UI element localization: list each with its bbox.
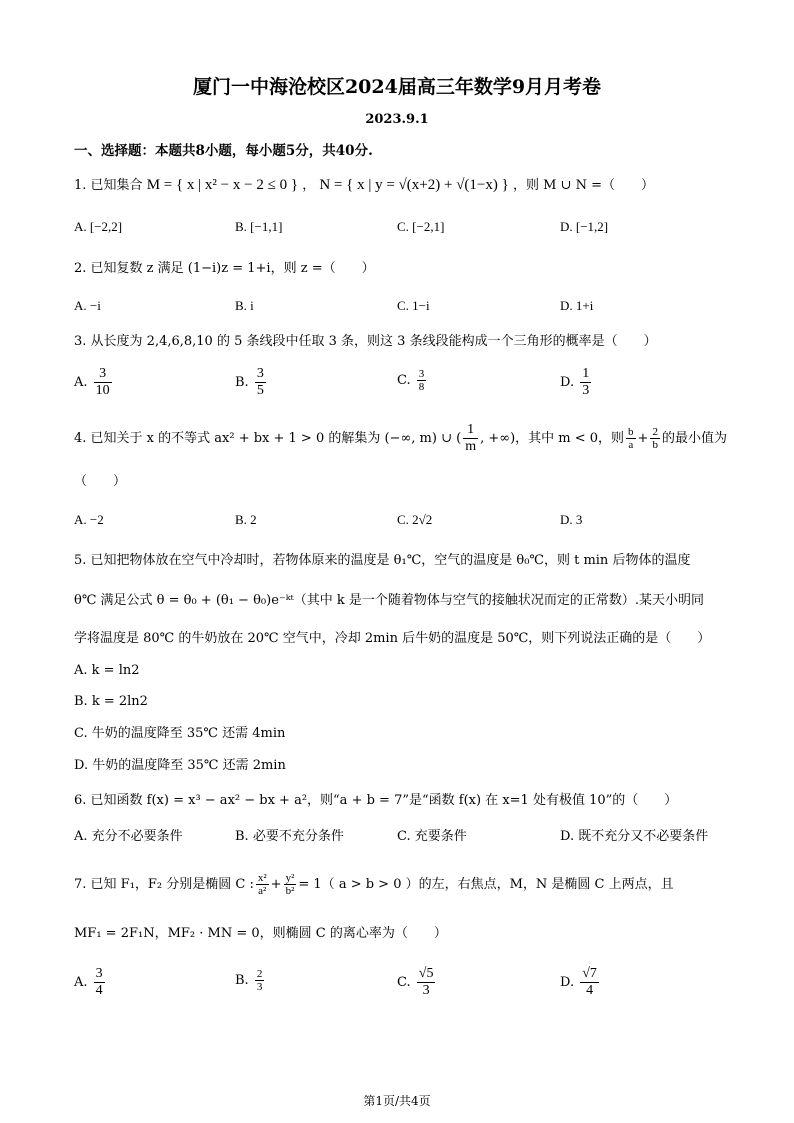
q3-d-den: 3 (582, 383, 590, 398)
q7-d-label: D. (560, 975, 575, 990)
q3-c-fraction (417, 368, 427, 393)
question-2: 2. 已知复数 z 满足 (1−i)z = 1+i，则 z =（ ） (74, 261, 375, 276)
q2-option-a: A. −i (74, 298, 101, 313)
q3-b-fraction (255, 366, 266, 399)
q4-f3-den: b (652, 439, 658, 451)
q1-option-b: B. [−1,1] (235, 219, 283, 234)
q5-line-2: θ℃ 满足公式 θ = θ₀ + (θ₁ − θ₀)e⁻ᵏᵗ（其中 k 是一个随着物体与空气的接触状况而定的正常数）.某天小明同 (74, 593, 704, 608)
q7-d-den: 4 (586, 983, 594, 998)
q3-option-c (397, 368, 428, 393)
exam-title: 厦门一中海沧校区2024届高三年数学9月月考卷 (192, 76, 602, 98)
q7-d-fraction (580, 966, 599, 999)
q4-frac-ba (626, 426, 636, 451)
q1-prefix: 1. 已知集合 (74, 178, 143, 193)
q1-suffix: ，则 M ∪ N =（ ） (512, 178, 654, 193)
q7-part2: = 1（ a > b > 0 ）的左，右焦点，M，N 是椭圆 C 上两点，且 (298, 877, 674, 892)
q4-paren: （ ） (74, 474, 127, 489)
q3-d-label: D. (560, 375, 575, 390)
q3-b-den: 5 (256, 383, 264, 398)
q5-option-c: C. 牛奶的温度降至 35℃ 还需 4min (74, 726, 286, 741)
q7-fx-den: a² (258, 885, 267, 897)
q4-f2-den: a (628, 439, 634, 451)
q7-option-c (397, 966, 437, 999)
q5-line-1: 5. 已知把物体放在空气中冷却时，若物体原来的温度是 θ₁℃，空气的温度是 θ₀℃，则 t min 后物体的温度 (74, 553, 691, 568)
exam-date: 2023.9.1 (365, 112, 429, 127)
q1-option-a: A. [−2,2] (74, 219, 123, 234)
q7-fy-den: b² (285, 885, 295, 897)
q4-option-a: A. −2 (74, 512, 104, 527)
q3-b-label: B. (235, 375, 249, 390)
q6-option-b: B. 必要不充分条件 (235, 829, 344, 844)
q3-option-b (235, 366, 268, 399)
section-heading: 一、选择题：本题共8小题，每小题5分，共40分. (74, 143, 373, 159)
q7-c-fraction (417, 966, 436, 999)
q4-frac-num: 1 (463, 422, 478, 439)
q6-option-a: A. 充分不必要条件 (74, 829, 183, 844)
q3-b-num: 3 (256, 366, 264, 381)
q2-option-b: B. i (235, 298, 254, 313)
q7-d-num: √7 (582, 966, 597, 981)
question-6: 6. 已知函数 f(x) = x³ − ax² − bx + a²，则“a + b = 7”是“函数 f(x) 在 x=1 处有极值 10”的（ ） (74, 793, 678, 808)
q4-part3: 的最小值为 (661, 431, 727, 446)
q4-option-b: B. 2 (235, 512, 257, 527)
q6-option-c: C. 充要条件 (397, 829, 467, 844)
question-1 (74, 176, 654, 195)
q7-a-label: A. (74, 975, 88, 990)
q7-c-label: C. (397, 975, 411, 990)
q3-d-fraction (580, 366, 591, 399)
q5-option-b: B. k = 2ln2 (74, 694, 148, 709)
q7-b-label: B. (235, 973, 249, 988)
q1-set-m: M = { x | x² − x − 2 ≤ 0 } (146, 177, 299, 193)
q6-option-d: D. 既不充分又不必要条件 (560, 829, 709, 844)
q7-option-a (74, 966, 107, 999)
q4-option-c: C. 2√2 (397, 512, 433, 527)
q3-option-a (74, 366, 114, 399)
q7-option-b (235, 968, 266, 993)
q2-option-d: D. 1+i (560, 298, 594, 313)
q7-b-fraction (255, 968, 265, 993)
q7-fy-num: y² (285, 872, 295, 884)
page-footer: 第1页/共4页 (363, 1094, 431, 1108)
q2-option-c: C. 1−i (397, 298, 430, 313)
q7-b-num: 2 (256, 968, 263, 980)
q7-line-2: MF₁ = 2F₁N，MF₂ · MN = 0，则椭圆 C 的离心率为（ ） (74, 926, 447, 941)
q4-option-d: D. 3 (560, 512, 583, 527)
q7-plus: + (270, 877, 282, 892)
question-3: 3. 从长度为 2,4,6,8,10 的 5 条线段中任取 3 条，则这 3 条线段能构成一个三角形的概率是（ ） (74, 334, 657, 349)
q4-part1: 4. 已知关于 x 的不等式 ax² + bx + 1 > 0 的解集为 (−∞, m) ∪ ( (74, 431, 462, 446)
q1-sep: ， (302, 178, 316, 193)
q3-d-num: 1 (582, 366, 590, 381)
q7-part1: 7. 已知 F₁，F₂ 分别是椭圆 C : (74, 877, 254, 892)
q4-f2-num: b (628, 426, 634, 438)
q7-a-fraction (94, 966, 105, 999)
q1-option-c: C. [−2,1] (397, 219, 445, 234)
question-4 (74, 422, 727, 455)
q3-c-label: C. (397, 373, 411, 388)
q7-b-den: 3 (256, 981, 263, 993)
q3-a-fraction (94, 366, 112, 399)
q7-frac-x (256, 872, 269, 897)
q7-option-d (560, 966, 601, 999)
q7-a-den: 4 (95, 983, 103, 998)
q7-frac-y (284, 872, 297, 897)
q3-option-d (560, 366, 593, 399)
q1-option-d: D. [−1,2] (560, 219, 609, 234)
q3-c-den: 8 (418, 381, 425, 393)
q4-frac-1m (463, 422, 478, 455)
q4-f3-num: 2 (652, 426, 658, 438)
question-7 (74, 872, 674, 897)
q7-c-num: √5 (418, 966, 434, 981)
q5-line-3: 学将温度是 80℃ 的牛奶放在 20℃ 空气中，冷却 2min 后牛奶的温度是 50℃，则下列说法正确的是（ ） (74, 631, 711, 646)
q1-set-n: N = { x | y = √(x+2) + √(1−x) } (319, 177, 509, 193)
q3-a-den: 10 (95, 383, 110, 398)
q5-option-a: A. k = ln2 (74, 663, 140, 678)
q7-c-den: 3 (422, 983, 430, 998)
q4-frac-2b (650, 426, 660, 451)
q3-a-num: 3 (94, 366, 112, 383)
q3-a-label: A. (74, 375, 88, 390)
q4-plus: + (637, 431, 649, 446)
q4-frac-den: m (465, 439, 477, 454)
q4-part2: , +∞)，其中 m < 0，则 (480, 431, 625, 446)
q5-option-d: D. 牛奶的温度降至 35℃ 还需 2min (74, 758, 286, 773)
q7-fx-num: x² (257, 872, 267, 884)
q3-c-num: 3 (418, 368, 425, 380)
q7-a-num: 3 (95, 966, 103, 981)
